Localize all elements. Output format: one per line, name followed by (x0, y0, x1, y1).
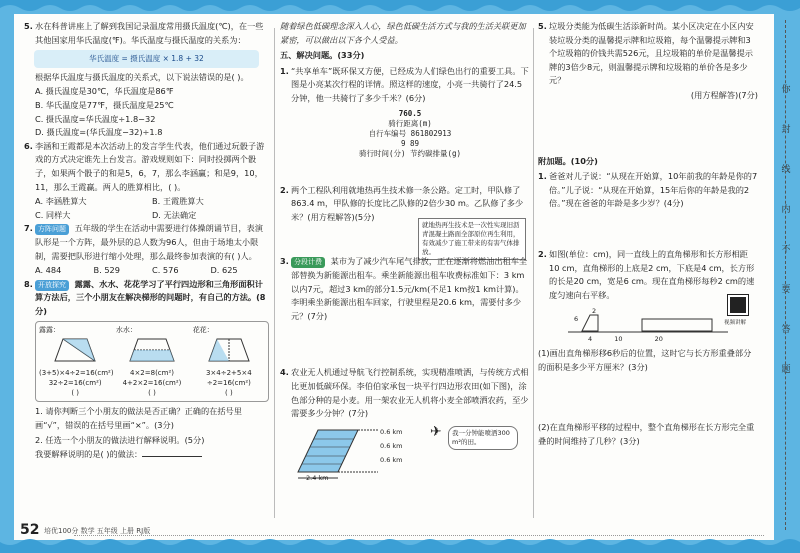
question-5: 5. 水在科普讲座上了解到我国记录温度常用摄氏温度(℃)，在一些其他国家用华氏温度(℉)。华氏温度与摄氏温度的关系为： (24, 21, 264, 45)
worksheet-page (14, 14, 774, 540)
trapezoid-cut-figure (122, 335, 182, 365)
question-8-part-1: 1. 请你判断三个小朋友的做法是否正确？正确的在括号里画“√”，错误的在括号里画“×”。(3分) (35, 406, 242, 431)
drone-icon: ✈ (430, 423, 442, 440)
question-7: 7. 方阵问题 五年级的学生在活动中需要进行体操朗诵节目，表演队形是一个方阵，最外层的总人数为96人，但由于场地太小限制，需要把队形进行缩小处理，那么最终参加表演的有( )人。 (24, 223, 263, 261)
qr-code[interactable] (728, 295, 748, 315)
options-q6: A. 李涵胜算大 B. 王霞胜算大 C. 同样大 D. 无法确定 (35, 196, 204, 220)
problem-5: 5. 垃圾分类能为低碳生活添新时尚。某小区决定在小区内安装垃圾分类的温馨提示牌和垃圾箱，每个温馨提示牌和3个垃圾箱的价钱共需526元，且垃圾箱的单价是温馨提示牌的3倍少8元，则温馨提示牌和垃圾箱的单价各是多少元？ (538, 21, 754, 86)
answer-line[interactable] (142, 456, 202, 457)
method-lulu: 露露： (3+5)×4÷2=16(cm²) 32÷2=16(cm²) ( ) (39, 326, 114, 398)
question-8-part-2: 2. 任选一个小朋友的做法进行解释说明。(5分) (35, 434, 205, 445)
column-divider (274, 28, 275, 518)
temperature-formula: 华氏温度 = 摄氏温度 × 1.8 + 32 (34, 50, 259, 68)
bonus-problem-2-part-2: (2)在直角梯形平移的过程中，整个直角梯形在长方形完全重叠的时间维持了几秒？(3分) (538, 422, 755, 446)
question-6: 6. 李涵和王霞都是本次活动上的发言学生代表，他们通过玩骰子游戏的方式决定谁先上台发言。游戏规则如下：同时投掷两个骰子，如果两个骰子的和是5，6，7，那么李涵赢；和是9，10，11，那么王霞赢。两人的胜算相比，( )。 (24, 140, 265, 192)
method-shuishui: 水水： 4×2=8(cm²) 4+2×2=16(cm²) ( ) (115, 326, 182, 398)
column-middle (280, 20, 530, 482)
problem-1: 1. “共享单车”既环保又方便，已经成为人们绿色出行的重要工具。下图是小亮某次行程的详情。照这样的速度，小亮一共骑行了24.5分钟，他一共骑行了多少千米？(6分) (280, 65, 529, 103)
problem-4: 4. 农业无人机通过导航飞行控制系统，实现精准喷洒，与传统方式相比更加低碳环保。李伯伯家承包一块平行四边形农田(如下图)，涂色部分种的是小麦。用一架农业无人机将小麦全部喷洒农药，至少需要多少分钟？(7分) (280, 367, 529, 419)
topic-tag: 方阵问题 (35, 224, 69, 235)
binding-margin-notice: 你 封 线 内 不 要 答 题 (781, 85, 791, 375)
methods-box (35, 321, 269, 402)
bike-ride-receipt: 760.5 骑行距离(m) 自行车编号 861802913 9 89 骑行时间(分) 节约碳排量(g) (358, 108, 462, 158)
bonus-problem-2: 2. 如图(单位：cm)，同一直线上的直角梯形和长方形相距10 cm，直角梯形的上底是2 cm，下底是4 cm，长方形的长是20 cm，宽是6 cm。现在直角梯形每秒2 cm的速度匀速向右平移。 (538, 248, 755, 300)
topic-tag: 分段计费 (291, 257, 325, 268)
column-right: 5. 垃圾分类能为低碳生活添新时尚。某小区决定在小区内安装垃圾分类的温馨提示牌和垃圾箱，每个温馨提示牌和3个垃圾箱的价钱共需526元，且垃圾箱的单价是温馨提示牌的3倍少8元，则温馨提示牌和垃圾箱的单价各是多少元？ (用方程解答)(7分) 附加题。(10分) 1. 爸爸对儿子说：“从现在开始算，10年前我的年龄是你的7倍。”儿子说：“从现在开始算，15年后你的年龄是我的2倍。”现在爸爸的年龄是多少岁？(4分) 2. 如图(单位：cm)，同一直线上的直角梯形和长方形相距10 cm，直角梯形的上底是2 cm，下底是4 cm，长方形的长是20 cm，宽是6 cm。现在直角梯形每秒2 cm的速度匀速向右平移。 6 2 视频讲解 4 10 20 (1)画出直角梯形移6秒后的位置，这时它与长方形重叠部分的面积是多少平方厘米？(3分) (2)在直角梯形平移的过程中，整个直角梯形在长方形完全重叠的时间维持了几秒？(3分) (538, 20, 758, 449)
figure-bottom-labels: 4 10 20 (588, 335, 663, 344)
problem-2: 2. 两个工程队利用就地热再生技术修一条公路。定工时，甲队修了863.4 m，甲队修的长度比乙队修的2倍少30 m。乙队修了多少米？(用方程解答)(5分) (280, 184, 524, 222)
bottom-wave-border (0, 532, 800, 553)
method-huahua: 花花： 3×4÷2+5×4 ÷2=16(cm²) ( ) (193, 325, 265, 398)
page-footer: 培优100分 数学 五年级 上册 RJ版 (44, 527, 151, 535)
column-divider (533, 28, 534, 518)
bonus-heading: 附加题。(10分) (538, 155, 598, 166)
bonus-problem-2-part-1: (1)画出直角梯形移6秒后的位置，这时它与长方形重叠部分的面积是多少平方厘米？(3分) (538, 347, 752, 372)
bonus-problem-1: 1. 爸爸对儿子说：“从现在开始算，10年前我的年龄是你的7倍。”儿子说：“从现在开始算，15年后你的年龄是我的2倍。”现在爸爸的年龄是多少岁？(4分) (538, 171, 758, 209)
topic-tag: 开放探究 (35, 280, 69, 291)
page-number: 52 (20, 522, 40, 538)
tech-note-box: 就地热再生技术是一次性实现旧沥青混凝土路面全部原位再生利用，有效减少了施工带来的有害气体排放。 (418, 218, 526, 260)
problem-3: 3. 分段计费 某市为了减少汽车尾气排放，正在逐渐将燃油出租车全部替换为新能源出租车。乘坐新能源出租车收费标准如下：3 km以内7元，超过3 km的部分1.5元/km(不足1 km按1 km计算)。李明乘坐新能源出租车回家，行驶里程是20.6 km，需要付多少元？(7分) (280, 256, 528, 321)
trapezoid-rectangle-figure: 6 2 视频讲解 (538, 303, 758, 337)
options-q7: A. 484 B. 529 C. 576 D. 625 (35, 265, 238, 276)
options-q5: A. 摄氏温度是30℃，华氏温度是86℉ B. 华氏温度是77℉，摄氏温度是25℃ C. 摄氏温度=华氏温度÷1.8−32 D. 摄氏温度=(华氏温度−32)÷1.8 (35, 86, 174, 138)
question-8: 8. 开放探究 露露、水水、花花学习了平行四边形和三角形面积计算方法后，三个小朋友在解决梯形的问题时，有自己的方法。(8分) (24, 278, 266, 316)
cut-line (785, 20, 786, 530)
speech-bubble: 我一分钟能喷洒300 m²的田。 (448, 426, 518, 450)
column-left: 5. 水在科普讲座上了解到我国记录温度常用摄氏温度(℃)，在一些其他国家用华氏温度(℉)。华氏温度与摄氏温度的关系为： 华氏温度 = 摄氏温度 × 1.8 + 32 根据华氏温度与摄氏温度的关系式，以下说法错误的是( )。 A. 摄氏温度是30℃，华氏温度是86℉ B. 华氏温度是77℉，摄氏温度是25℃ C. 摄氏温度=华氏温度÷1.8−32 D. 摄氏温度=(华氏温度−32)÷1.8 6. 李涵和王霞都是本次活动上的发言学生代表，他们通过玩骰子游戏的方式决定谁先上台发言。游戏规则如下：同时投掷两个骰子，如果两个骰子的和是5，6，7，那么李涵赢；和是9，10，11，那么王霞赢。两人的胜算相比，( )。 A. 李涵胜算大 B. 王霞胜算大 C. 同样大 D. 无法确定 7. 方阵问题 五年级的学生在活动中需要进行体操朗诵节目，表演队形是一个方阵，最外层的总人数为96人，但由于场地太小限制，需要把队形进行缩小处理，那么最终参加表演的有( )人。 A. 484 B. 529 C. 576 D. 625 8. 开放探究 露露、水水、花花学习了平行四边形和三角形面积计算方法后，三个小朋友在解决梯形的问题时，有自己的方法。(8分) 露露： (3+5)×4÷2=16(cm²) 32÷2=16(cm²) ( ) 水水： 4×2=8(cm²) 4+2×2=16(cm²) ( ) 花花： 3×4÷2+5×4 ÷2=16(cm²) ( ) 1. 请你判断三个小朋友的做法是否正确？正确的在括号里画“√”，错误的在括号里画“×”。(3分) 2. 任选一个小朋友的做法进行解释说明。(5分) 我要解释说明的是( )的做法： (24, 20, 269, 463)
section-heading: 五、解决问题。(33分) (280, 50, 365, 61)
intro-text: 随着绿色低碳理念深入人心，绿色低碳生活方式与我的生活关联更加紧密，可以做出以下各个人受益。 (280, 21, 526, 45)
trapezoid-triangles-figure (199, 335, 259, 365)
trapezoid-split-figure (45, 335, 105, 365)
field-figure: 0.6 km 0.6 km 0.6 km 2.4 km ✈ 我一分钟能喷洒300 m²的田。 (280, 422, 530, 482)
